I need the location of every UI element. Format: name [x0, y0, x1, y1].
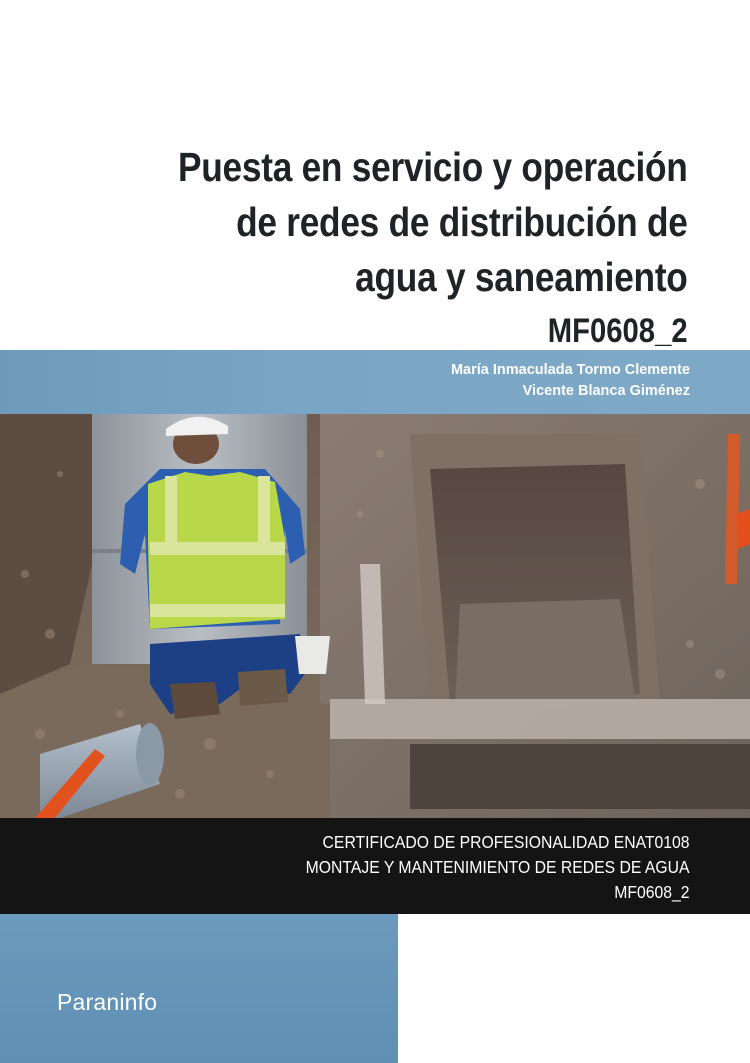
blank-panel [398, 914, 750, 1063]
certificate-band [0, 818, 750, 914]
title-block [95, 140, 688, 351]
author-2: Vicente Blanca Giménez [522, 383, 690, 399]
certificate-text [306, 830, 690, 905]
publisher-logo: Paraninfo [57, 989, 158, 1015]
cover-photo [0, 414, 750, 818]
module-code: MF0608_2 [548, 312, 688, 350]
author-band [0, 350, 750, 414]
book-title-line-1: Puesta en servicio y operación [178, 144, 688, 190]
certificate-line-1: CERTIFICADO DE PROFESIONALIDAD ENAT0108 [322, 832, 690, 852]
certificate-line-3: MF0608_2 [614, 882, 690, 902]
author-1: María Inmaculada Tormo Clemente [450, 362, 690, 378]
certificate-line-2: MONTAJE Y MANTENIMIENTO DE REDES DE AGUA [306, 857, 690, 877]
authors [451, 360, 690, 402]
book-title-line-2: de redes de distribución de [236, 199, 688, 245]
publisher-panel [0, 914, 398, 1063]
book-title-line-3: agua y saneamiento [355, 254, 688, 300]
